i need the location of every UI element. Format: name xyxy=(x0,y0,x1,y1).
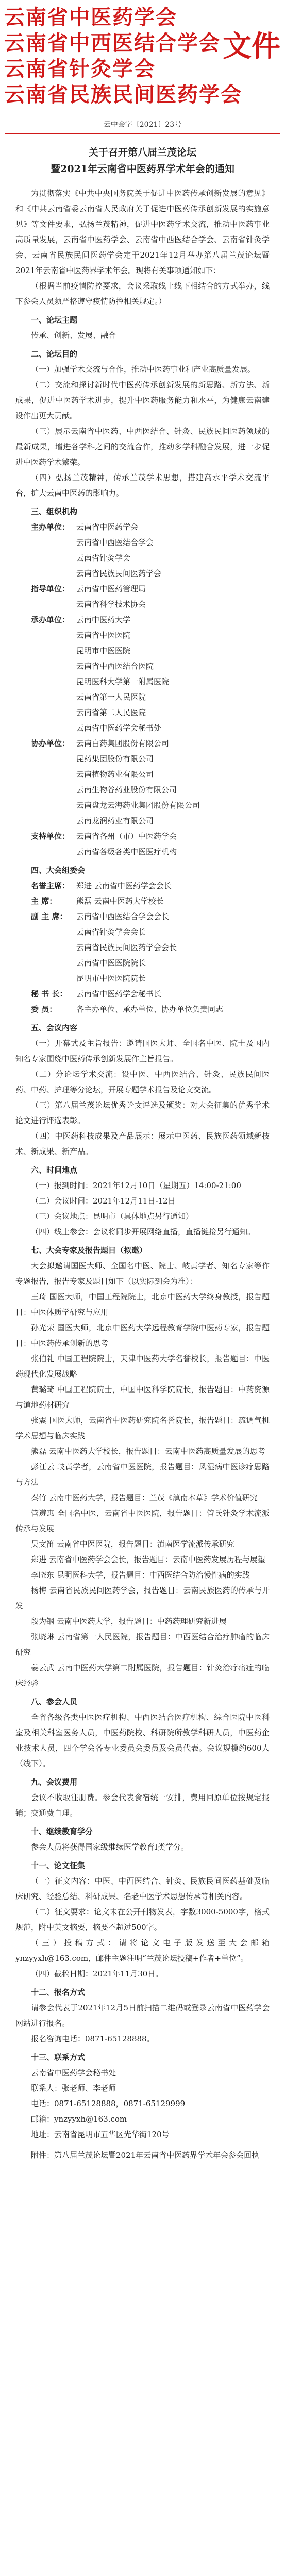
section-13-p2: 联系人：张老师、李老师 xyxy=(31,2083,116,2093)
red-divider xyxy=(5,133,280,134)
expert-item: 李晓东 昆明医科大学，报告题目：中西医结合防治慢性病的实践 xyxy=(31,1570,250,1580)
organizer-value: 云南省针灸学会 xyxy=(76,553,131,563)
committee-value: 各主办单位、承办单位、协办单位负责同志 xyxy=(76,1005,224,1014)
expert-item: 段为钢 云南中医药大学，报告题目：中药药理研究新进展 xyxy=(31,1617,227,1626)
section-13-p1: 云南省中医药学会秘书处 xyxy=(31,2068,116,2077)
section-6-p2: （二）会议时间：2021年12月11日-12日 xyxy=(31,1196,176,1206)
section-13-p5: 地址：云南省昆明市五华区光华街120号 xyxy=(31,2130,170,2139)
organizer-value: 云南省中医药学会秘书处 xyxy=(76,723,162,733)
organizer-label: 承办单位： xyxy=(31,615,70,624)
organizer-value: 昆药集团股份有限公司 xyxy=(76,754,154,764)
organizer-value: 云南省中西医结合医院 xyxy=(76,662,154,671)
organizer-value: 云南省中医医院 xyxy=(76,631,131,640)
section-8-text: 全省各级各类中医医疗机构、中西医结合医疗机构、综合医院中医科室及相关科室医务人员，中医药院校、科研院所教学科研人员，中医药企业技术人员，四个学会各专业委员会委员及会员代表。会议规模约600人（线下）。 xyxy=(15,1713,270,1768)
organizer-value: 云南盘龙云海药业集团股份有限公司 xyxy=(76,801,200,810)
section-1-text: 传承、创新、发展、融合 xyxy=(31,331,116,340)
organizer-value: 云南生物谷药业股份有限公司 xyxy=(76,785,177,794)
organizer-list xyxy=(15,519,270,859)
organizer-label: 指导单位： xyxy=(31,584,70,594)
committee-value: 云南省民族民间医药学会会长 xyxy=(76,943,177,952)
organizer-value: 云南省科学技术协会 xyxy=(76,600,146,609)
section-5-p3: （三）第八届兰茂论坛优秀论文评选及颁奖：对大会征集的优秀学术论文进行评选表彰。 xyxy=(15,1100,270,1125)
expert-item: 吴文笛 云南省中医医院，报告题目：滇南医学流派传承研究 xyxy=(31,1539,234,1549)
committee-row xyxy=(15,909,270,924)
committee-value: 云南省中西医结合学会会长 xyxy=(76,912,170,921)
organizer-value: 云南省中医药学会 xyxy=(76,522,139,532)
attachment-note: 附件：第八届兰茂论坛暨2021年云南省中医药界学术年会参会回执 xyxy=(31,2150,260,2160)
committee-row xyxy=(15,986,270,1002)
expert-item: 郑进 云南省中医药学会会长，报告题目：云南中医药发展历程与展望 xyxy=(31,1555,265,1564)
intro-paragraph: 为贯彻落实《中共中央国务院关于促进中医药传承创新发展的意见》和《中共云南省委云南省人民政府关于促进中医药传承创新发展的实施意见》等文件要求，弘扬兰茂精神，促进中医药学术交流，推动中医药事业高质量发展，云南省中医药学会、云南省中西医结合学会、云南省针灸学会、云南省民族民间医药学会定于2021年12月举办第八届兰茂论坛暨2021年云南省中医药界学术年会。现将有关事项通知如下： xyxy=(15,189,270,275)
organizer-value: 云南省各州（市）中医药学会 xyxy=(76,832,177,841)
intro-note: （根据当前疫情防控要求，会议采取线上线下相结合的方式举办，线下参会人员须严格遵守疫情防控相关规定。） xyxy=(15,281,270,306)
section-9-title: 九、会议费用 xyxy=(31,1777,78,1787)
committee-row xyxy=(15,893,270,909)
section-2-p1: （一）加强学术交流与合作，推动中医药事业和产业高质量发展。 xyxy=(31,365,256,374)
section-13-p4: 邮箱：ynzyyxh@163.com xyxy=(31,2114,127,2124)
title-line-2: 暨2021年云南省中医药界学术年会的通知 xyxy=(51,163,234,175)
committee-row xyxy=(15,1002,270,1017)
section-5-title: 五、会议内容 xyxy=(31,1023,78,1032)
section-6-p3: （三）会议地点：昆明市（具体地点另行通知） xyxy=(31,1212,194,1221)
header-org-1: 云南省中医药学会 xyxy=(4,5,177,29)
committee-row xyxy=(15,878,270,893)
section-11-p3: （三）投稿方式：请将论文电子版发送至大会邮箱ynzyyxh@163.com，邮件主题注明“兰茂论坛投稿+作者+单位”。 xyxy=(15,1938,270,1963)
expert-item: 熊磊 云南中医药大学校长，报告题目：云南中医药高质量发展的思考 xyxy=(31,1447,265,1456)
committee-label: 副 主 席： xyxy=(31,912,68,921)
expert-item: 黄璐琦 中国工程院院士，中国中医科学院院长，报告题目：中药资源与道地药材研究 xyxy=(15,1385,270,1410)
expert-item: 管遵惠 全国名中医，云南省中医医院，报告题目：管氏针灸学术流派传承与发展 xyxy=(15,1509,270,1533)
committee-label: 主 席： xyxy=(31,896,57,906)
expert-item: 姜云武 云南中医药大学第二附属医院，报告题目：针灸治疗痛症的临床经验 xyxy=(15,1663,270,1688)
section-2-title: 二、论坛目的 xyxy=(31,349,78,359)
section-12-title: 十二、报名方式 xyxy=(31,1988,86,1997)
section-4-title: 四、大会组委会 xyxy=(31,866,86,875)
organizer-value: 云南省民族民间医药学会 xyxy=(76,569,162,578)
expert-item: 张伯礼 中国工程院院士，天津中医药大学名誉校长，报告题目：中医药现代化发展战略 xyxy=(15,1354,270,1379)
section-8-title: 八、参会人员 xyxy=(31,1697,78,1706)
section-12-p1: 请参会代表于2021年12月5日前扫描二维码或登录云南省中医药学会网站进行报名。 xyxy=(15,2003,270,2028)
expert-item: 张震 国医大师，云南省中医药研究院名誉院长，报告题目：疏调气机学术思想与临床实践 xyxy=(15,1416,270,1440)
committee-value: 云南省针灸学会会长 xyxy=(76,927,146,937)
section-5-p2: （二）分论坛学术交流：设中医、中西医结合、针灸、民族民间医药、中药、护理等分论坛，开展专题学术报告及论文交流。 xyxy=(15,1070,270,1094)
committee-label: 名誉主席： xyxy=(31,881,70,890)
section-3-title: 三、组织机构 xyxy=(31,507,78,516)
header-org-4: 云南省民族民间医药学会 xyxy=(4,82,242,107)
section-5-p1: （一）开幕式及主旨报告：邀请国医大师、全国名中医、院士及国内知名专家围绕中医药传承创新发展作主旨报告。 xyxy=(15,1039,270,1063)
document-title xyxy=(0,144,285,177)
committee-value: 云南省中医药学会秘书长 xyxy=(76,989,162,998)
section-5-p4: （四）中医药科技成果及产品展示：展示中医药、民族医药领域新技术、新成果、新产品。 xyxy=(15,1131,270,1156)
header-wenjian: 文件 xyxy=(223,29,280,63)
section-12-p2: 报名咨询电话：0871-65128888。 xyxy=(31,2034,155,2043)
expert-item: 孙光荣 国医大师，北京中医药大学远程教育学院中医药专家，报告题目：中医药传承创新的思考 xyxy=(15,1323,270,1348)
section-2-p4: （四）弘扬兰茂精神，传承兰茂学术思想，搭建高水平学术交流平台，扩大云南中医药的影响力。 xyxy=(15,473,270,498)
committee-value: 昆明市中医医院院长 xyxy=(76,974,146,983)
organizer-row xyxy=(15,612,270,628)
document-header xyxy=(0,0,285,113)
section-2-p2: （二）交流和探讨新时代中医药传承创新发展的新思路、新方法、新成果，促进中医药学术进步，提升中医药服务能力和水平，为健康云南建设作出更大贡献。 xyxy=(15,380,270,420)
section-7-intro: 大会拟邀请国医大师、全国名中医、院士、岐黄学者、知名专家等作专题报告，报告专家及题目如下（以实际到会为准）： xyxy=(15,1261,270,1286)
section-9-text: 会议不收取注册费。参会代表食宿统一安排，费用回原单位按规定报销；交通费自理。 xyxy=(15,1793,270,1818)
section-11-p1: （一）征文内容：中医、中西医结合、针灸、民族民间医药基础及临床研究、经验总结、科研成果、名老中医学术思想传承等相关内容。 xyxy=(15,1876,270,1901)
section-10-title: 十、继续教育学分 xyxy=(31,1827,93,1836)
section-6-p4: （四）线上参会：会议将同步开展网络直播，直播链接另行通知。 xyxy=(31,1227,256,1236)
committee-label: 委 员： xyxy=(31,1005,57,1014)
organizer-value: 云南省第二人民医院 xyxy=(76,708,146,717)
organizer-label: 协办单位： xyxy=(31,739,70,748)
section-13-title: 十三、联系方式 xyxy=(31,2053,86,2062)
section-1-title: 一、论坛主题 xyxy=(31,315,78,325)
expert-item: 王琦 国医大师，中国工程院院士，北京中医药大学终身教授，报告题目：中医体质学研究与应用 xyxy=(15,1292,270,1317)
committee-value: 云南省中医医院院长 xyxy=(76,958,146,968)
section-2-p3: （三）展示云南省中医药、中西医结合、针灸、民族民间医药领域的最新成果，增进各学科之间的交流合作，推动多学科融合发展，进一步促进中医药学术繁荣。 xyxy=(15,427,270,467)
header-org-2: 云南省中西医结合学会 xyxy=(4,31,221,55)
committee-list xyxy=(15,878,270,1017)
organizer-value: 昆明医科大学第一附属医院 xyxy=(76,677,170,686)
section-11-title: 十一、论文征集 xyxy=(31,1861,86,1870)
organizer-row xyxy=(15,828,270,844)
expert-item: 彭江云 岐黄学者，云南省中医医院，报告题目：风湿病中医诊疗思路与方法 xyxy=(15,1462,270,1487)
organizer-value: 云南白药集团股份有限公司 xyxy=(76,739,170,748)
title-line-1: 关于召开第八届兰茂论坛 xyxy=(88,147,196,158)
section-6-title: 六、时间地点 xyxy=(31,1165,78,1175)
organizer-value: 云南中医药大学 xyxy=(76,615,131,624)
organizer-value: 云南植物药业有限公司 xyxy=(76,770,154,779)
committee-label: 秘 书 长： xyxy=(31,989,68,998)
organizer-value: 云南省各级各类中医医疗机构 xyxy=(76,847,177,856)
organizer-value: 云南省中西医结合学会 xyxy=(76,538,154,547)
organizer-value: 云南龙润药业有限公司 xyxy=(76,816,154,825)
section-13-p3: 电话：0871-65128888，0871-65129999 xyxy=(31,2099,186,2108)
committee-value: 熊磊 云南中医药大学校长 xyxy=(76,896,164,906)
section-11-p2: （二）征文要求：论文未在公开刊物发表，字数3000-5000字，格式规范，附中英文摘要，摘要不超过500字。 xyxy=(15,1907,270,1932)
expert-list xyxy=(15,1289,270,1691)
expert-item: 张晓琳 云南省第一人民医院，报告题目：中西医结合治疗肿瘤的临床研究 xyxy=(15,1632,270,1657)
section-11-p4: （四）截稿日期：2021年11月30日。 xyxy=(31,1969,163,1978)
organizer-row xyxy=(15,736,270,751)
section-10-text: 参会人员将获得国家级继续医学教育Ⅰ类学分。 xyxy=(31,1842,189,1852)
organizer-label: 主办单位： xyxy=(31,522,70,532)
document-body xyxy=(15,185,270,2163)
organizer-label: 支持单位： xyxy=(31,832,70,841)
committee-value: 郑进 云南省中医药学会会长 xyxy=(76,881,172,890)
expert-item: 杨梅 云南省民族民间医药学会，报告题目：云南民族医药的传承与开发 xyxy=(15,1586,270,1611)
expert-item: 秦竹 云南中医药大学，报告题目：兰茂《滇南本草》学术价值研究 xyxy=(31,1493,258,1502)
organizer-value: 云南省第一人民医院 xyxy=(76,692,146,702)
document-number: 云中会字〔2021〕23号 xyxy=(103,121,182,129)
section-7-title: 七、大会专家及报告题目（拟邀） xyxy=(31,1246,147,1255)
header-org-3: 云南省针灸学会 xyxy=(4,57,156,81)
section-6-p1: （一）报到时间：2021年12月10日（星期五）14:00-21:00 xyxy=(31,1181,241,1190)
organizer-value: 昆明市中医医院 xyxy=(76,646,131,655)
organizer-row xyxy=(15,581,270,597)
organizer-value: 云南省中医药管理局 xyxy=(76,584,146,594)
organizer-row xyxy=(15,519,270,535)
